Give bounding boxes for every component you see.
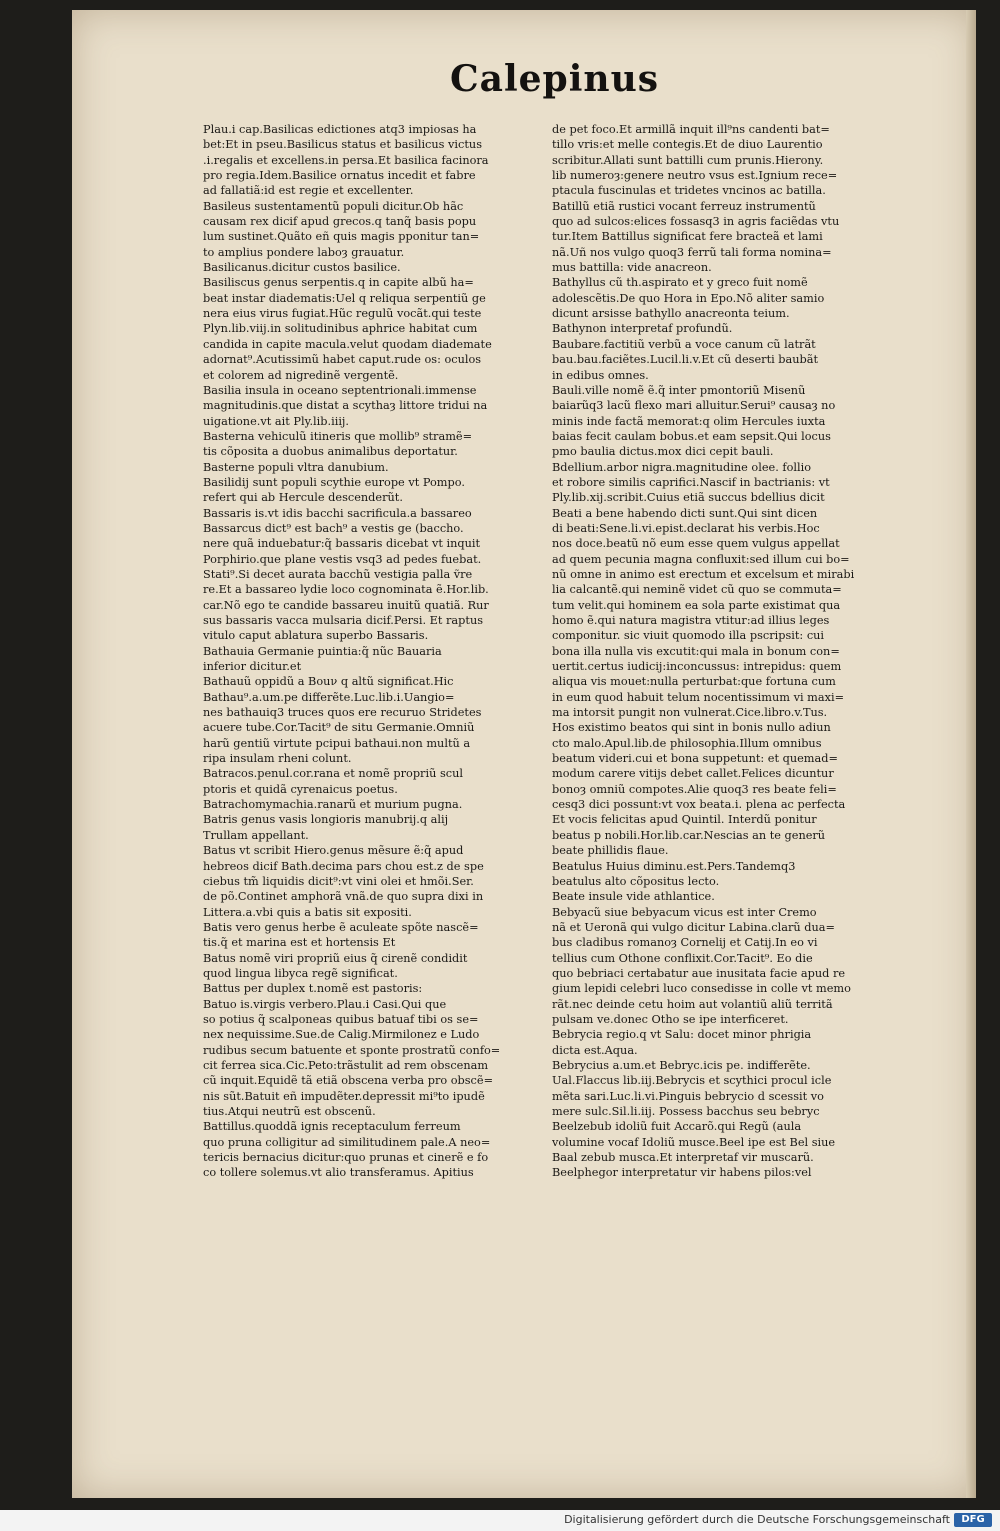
text-line: tum velit.qui hominem ea sola parte existimat qua bbox=[552, 598, 841, 612]
text-line: Bebyacũ siue bebyacum vicus est inter Cremo bbox=[552, 905, 817, 919]
text-line: quo bebriaci certabatur aue inusitata facie apud re bbox=[552, 966, 846, 980]
text-line: nere quã induebatur:q̃ bassaris dicebat vt inquit bbox=[203, 537, 481, 551]
text-line: modum carere vitijs debet callet.Felices dicuntur bbox=[552, 767, 834, 781]
text-line: pulsam ve.donec Otho se ipe interficeret. bbox=[552, 1012, 789, 1026]
text-line: quod lingua libyca regẽ significat. bbox=[203, 966, 398, 980]
text-line: tis cõposita a duobus animalibus deportatur. bbox=[203, 445, 458, 459]
text-line: tillo vris:et melle contegis.Et de diuo Laurentio bbox=[552, 138, 823, 152]
text-line: Beatulus Huius diminu.est.Pers.Tandemq3 bbox=[552, 859, 796, 873]
text-line: candida in capite macula.velut quodam diademate bbox=[203, 337, 492, 351]
text-line: pmo baulia dictus.mox dici cepit bauli. bbox=[552, 445, 774, 459]
text-line: refert qui ab Hercule descenderũt. bbox=[203, 491, 403, 505]
text-line: car.Nõ ego te candide bassareu inuitũ quatiã. Rur bbox=[203, 598, 489, 612]
text-line: bonoȝ omniũ compotes.Alie quoq3 res beate feli= bbox=[552, 782, 837, 796]
text-line: .i.regalis et excellens.in persa.Et basilica facinora bbox=[203, 153, 489, 167]
text-line: tis.q̃ et marina est et hortensis Et bbox=[203, 936, 396, 950]
text-line: beate phillidis flaue. bbox=[552, 844, 669, 858]
text-line: mus battilla: vide anacreon. bbox=[552, 261, 712, 275]
text-line: Bathauia Germanie puintia:q̃ nũc Bauaria bbox=[203, 644, 442, 658]
text-line: Beati a bene habendo dicti sunt.Qui sint dicen bbox=[552, 506, 818, 520]
text-line: Baubare.factitiũ verbũ a voce canum cũ latrãt bbox=[552, 337, 816, 351]
text-line: so potius q̃ scalponeas quibus batuaf tibi os se= bbox=[203, 1012, 479, 1026]
right-column bbox=[552, 122, 972, 1181]
text-line: rãt.nec deinde cetu hoim aut volantiũ aliũ territã bbox=[552, 997, 833, 1011]
text-line: mẽta sari.Luc.li.vi.Pinguis bebrycio d scessit vo bbox=[552, 1089, 824, 1103]
text-line: Basileus sustentamentũ populi dicitur.Ob hãc bbox=[203, 199, 464, 213]
text-line: beatus p nobili.Hor.lib.car.Nescias an te generũ bbox=[552, 828, 826, 842]
text-line: inferior dicitur.et bbox=[203, 660, 302, 674]
text-line: Beate insule vide athlantice. bbox=[552, 890, 715, 904]
text-line: tellius cum Othone conflixit.Cor.Tacit⁹. Eo die bbox=[552, 951, 813, 965]
text-line: Beelphegor interpretatur vir habens pilos:vel bbox=[552, 1166, 812, 1180]
text-line: nã et Ueronã qui vulgo dicitur Labina.clarũ dua= bbox=[552, 920, 835, 934]
text-line: nos doce.beatũ nõ eum esse quem vulgus appellat bbox=[552, 537, 840, 551]
text-line: homo ẽ.qui natura magistra vtitur:ad illius leges bbox=[552, 614, 830, 627]
text-line: baias fecit caulam bobus.et eam sepsit.Qui locus bbox=[552, 429, 831, 443]
text-line: Beelzebub idoliũ fuit Accarõ.qui Regũ (aula bbox=[552, 1120, 802, 1134]
text-line: pro regia.Idem.Basilice ornatus incedit et fabre bbox=[203, 169, 476, 183]
text-line: Batis vero genus herbe ẽ aculeate spõte nascẽ= bbox=[203, 920, 479, 934]
text-line: de pet foco.Et armillã inquit ill⁹ns candenti bat= bbox=[552, 123, 830, 136]
text-line: gium lepidi celebri luco consedisse in colle vt memo bbox=[552, 982, 851, 996]
text-line: minis inde factã memorat:q olim Hercules iuxta bbox=[552, 414, 826, 428]
text-line: to amplius pondere laboȝ grauatur. bbox=[203, 245, 405, 259]
text-line: cto malo.Apul.lib.de philosophia.Illum omnibus bbox=[552, 736, 822, 750]
text-line: Basilidij sunt populi scythie europe vt Pompo. bbox=[203, 475, 465, 489]
text-line: beatulus alto cõpositus lecto. bbox=[552, 874, 720, 888]
text-line: ptoris et quidã cyrenaicus poetus. bbox=[203, 782, 398, 796]
text-line: bona illa nulla vis excutit:qui mala in bonum con= bbox=[552, 644, 840, 658]
text-line: Batus vt scribit Hiero.genus mẽsure ẽ:q̃ apud bbox=[203, 844, 464, 858]
text-line: Trullam appellant. bbox=[203, 828, 309, 842]
text-line: di beati:Sene.li.vi.epist.declarat his verbis.Hoc bbox=[552, 521, 820, 535]
text-line: componitur. sic viuit quomodo illa pscripsit: cui bbox=[552, 629, 825, 643]
text-line: Batuo is.virgis verbero.Plau.i Casi.Qui que bbox=[203, 997, 447, 1011]
text-line: dicunt arsisse bathyllo anacreonta teium. bbox=[552, 307, 790, 321]
text-line: ptacula fuscinulas et tridetes vncinos ac batilla. bbox=[552, 184, 826, 198]
text-line: cit ferrea sica.Cic.Peto:trãstulit ad rem obscenam bbox=[203, 1058, 489, 1072]
text-line: lum sustinet.Quãto eñ quis magis pponitur tan= bbox=[203, 230, 480, 244]
text-line: Batus nomẽ viri propriũ eius q̃ cirenẽ condidit bbox=[203, 951, 468, 965]
text-line: bau.bau.faciẽtes.Lucil.li.v.Et cũ deserti baubãt bbox=[552, 353, 819, 367]
text-line: nex nequissime.Sue.de Calig.Mirmilonez e Ludo bbox=[203, 1028, 480, 1042]
text-line: Basilicanus.dicitur custos basilice. bbox=[203, 261, 401, 275]
text-line: ciebus tm̃ liquidis dicit⁹:vt vini olei et hmõi.Ser. bbox=[203, 874, 474, 888]
text-line: bet:Et in pseu.Basilicus status et basilicus victus bbox=[203, 138, 482, 152]
text-line: uertit.certus iudicij:inconcussus: intrepidus: quem bbox=[552, 660, 842, 674]
text-line: Bathauũ oppidũ a Bοuν q altũ significat.Hic bbox=[203, 675, 454, 689]
text-line: Plau.i cap.Basilicas edictiones atq3 impiosas ha bbox=[203, 123, 477, 136]
text-line: tius.Atqui neutrũ est obscenũ. bbox=[203, 1105, 376, 1118]
text-line: Batrachomymachia.ranarũ et murium pugna. bbox=[203, 798, 463, 812]
text-line: beatum videri.cui et bona suppetunt: et quemad= bbox=[552, 752, 838, 766]
text-line: adolescẽtis.De quo Hora in Epo.Nõ aliter samio bbox=[552, 291, 825, 305]
text-line: Battillus.quoddã ignis receptaculum ferreum bbox=[203, 1120, 461, 1134]
text-line: Batillũ etiã rustici vocant ferreuz instrumentũ bbox=[552, 199, 816, 213]
text-line: nũ omne in animo est erectum et excelsum et mirabi bbox=[552, 567, 855, 581]
text-line: de põ.Continet amphorã vnã.de quo supra dixi in bbox=[203, 890, 484, 904]
text-line: Basterna vehiculũ itineris que mollib⁹ stramẽ= bbox=[203, 429, 473, 443]
text-line: vitulo caput ablatura superbo Bassaris. bbox=[203, 629, 429, 643]
text-line: baiarũq3 lacũ flexo mari alluitur.Serui⁹ causaȝ no bbox=[552, 399, 836, 413]
text-line: Littera.a.vbi quis a batis sit expositi. bbox=[203, 905, 412, 919]
text-line: causam rex dicif apud grecos.q tanq̃ basis popu bbox=[203, 215, 477, 229]
text-line: nera eius virus fugiat.Hũc regulũ vocãt.qui teste bbox=[203, 307, 482, 321]
text-line: cesq3 dici possunt:vt vox beata.i. plena ac perfecta bbox=[552, 798, 846, 812]
text-line: Bdellium.arbor nigra.magnitudine olee. follio bbox=[552, 460, 812, 474]
text-line: in eum quod habuit telum nocentissimum vi maxi= bbox=[552, 690, 845, 704]
text-line: cũ inquit.Equidẽ tã etiã obscena verba pro obscẽ= bbox=[203, 1074, 494, 1088]
text-line: Bassaris is.vt idis bacchi sacrificula.a bassareo bbox=[203, 506, 472, 520]
text-line: Basterne populi vltra danubium. bbox=[203, 460, 389, 474]
footer-credit: Digitalisierung gefördert durch die Deutsche Forschungsgemeinschaft bbox=[564, 1513, 950, 1526]
text-line: quo pruna colligitur ad similitudinem pale.A neo= bbox=[203, 1135, 491, 1149]
text-line: Stati⁹.Si decet aurata bacchũ vestigia palla ṽre bbox=[203, 567, 473, 581]
text-line: re.Et a bassareo lydie loco cognominata ẽ.Hor.lib. bbox=[203, 583, 489, 597]
text-line: scribitur.Allati sunt battilli cum prunis.Hierony. bbox=[552, 153, 824, 167]
text-line: Porphirio.que plane vestis vsq3 ad pedes fuebat. bbox=[203, 552, 482, 566]
text-line: Basiliscus genus serpentis.q in capite albũ ha= bbox=[203, 276, 474, 290]
text-line: mere sulc.Sil.li.iij. Possess bacchus seu bebryc bbox=[552, 1105, 820, 1118]
text-line: Bassarcus dict⁹ est bach⁹ a vestis ge (baccho. bbox=[203, 521, 464, 535]
text-line: bus cladibus romanoȝ Cornelij et Catij.In eo vi bbox=[552, 936, 818, 950]
text-line: Batris genus vasis longioris manubrij.q alij bbox=[203, 813, 449, 827]
text-line: Basilia insula in oceano septentrionali.immense bbox=[203, 383, 477, 397]
text-line: tericis bernacius dicitur:quo prunas et cinerẽ e fo bbox=[203, 1151, 489, 1165]
text-line: acuere tube.Cor.Tacit⁹ de situ Germanie.Omniũ bbox=[203, 721, 475, 735]
text-line: hebreos dicif Bath.decima pars chou est.z de spe bbox=[203, 859, 484, 873]
text-line: beat instar diadematis:Uel q reliqua serpentiũ ge bbox=[203, 291, 486, 305]
text-line: Hos existimo beatos qui sint in bonis nullo adiun bbox=[552, 721, 831, 735]
text-line: lia calcantẽ.qui neminẽ videt cũ quo se commuta= bbox=[552, 583, 842, 597]
text-line: rudibus secum batuente et sponte prostratũ confo= bbox=[203, 1043, 501, 1057]
text-line: Batracos.penul.cor.rana et nomẽ propriũ scul bbox=[203, 767, 463, 781]
text-line: Baal zebub musca.Et interpretaf vir muscarũ. bbox=[552, 1151, 814, 1165]
text-line: ma intorsit pungit non vulnerat.Cice.libro.v.Tus. bbox=[552, 706, 828, 720]
footer-bar bbox=[0, 1510, 1000, 1531]
text-line: aliqua vis mouet:nulla perturbat:que fortuna cum bbox=[552, 675, 836, 689]
text-line: Bathau⁹.a.um.pe differẽte.Luc.lib.i.Uangio= bbox=[203, 690, 455, 704]
running-head: Calepinus bbox=[450, 58, 660, 100]
text-line: Battus per duplex t.nomẽ est pastoris: bbox=[203, 982, 423, 996]
text-line: Plyn.lib.viij.in solitudinibus aphrice habitat cum bbox=[203, 322, 478, 336]
text-line: ripa insulam rheni colunt. bbox=[203, 752, 352, 766]
text-line: et robore similis caprifici.Nascif in bactrianis: vt bbox=[552, 475, 830, 489]
text-line: tur.Item Battillus significat fere bracteã et lami bbox=[552, 230, 823, 244]
text-line: co tollere solemus.vt alio transferamus. Apitius bbox=[203, 1166, 474, 1180]
text-line: uigatione.vt ait Ply.lib.iiij. bbox=[203, 414, 350, 428]
text-line: harũ gentiũ virtute pcipui bathaui.non multũ a bbox=[203, 736, 471, 750]
text-line: Bauli.ville nomẽ ẽ.q̃ inter pmontoriũ Misenũ bbox=[552, 383, 806, 397]
text-line: Bebrycia regio.q vt Salu: docet minor phrigia bbox=[552, 1028, 812, 1042]
left-column bbox=[203, 122, 593, 1181]
text-line: Bathyllus cũ th.aspirato et y greco fuit nomẽ bbox=[552, 276, 808, 290]
text-line: ad fallatiã:id est regie et excellenter. bbox=[203, 184, 414, 198]
text-line: nã.Uñ nos vulgo quoq3 ferrũ tali forma nomina= bbox=[552, 245, 832, 259]
text-line: ad quem pecunia magna confluxit:sed illum cui bo= bbox=[552, 552, 850, 566]
text-line: sus bassaris vacca mulsaria dicif.Persi. Et raptus bbox=[203, 614, 484, 627]
text-line: magnitudinis.que distat a scythaȝ littore tridui na bbox=[203, 399, 488, 413]
text-line: lib numeroȝ:genere neutro vsus est.Ignium rece= bbox=[552, 169, 838, 183]
dfg-logo: DFG bbox=[954, 1513, 992, 1527]
text-line: Ply.lib.xij.scribit.Cuius etiã succus bdellius dicit bbox=[552, 491, 825, 505]
text-line: in edibus omnes. bbox=[552, 368, 649, 382]
text-line: Bebrycius a.um.et Bebryc.icis pe. indifferẽte. bbox=[552, 1058, 811, 1072]
text-line: nis sũt.Batuit eñ impudẽter.depressit mi⁹to ipudẽ bbox=[203, 1089, 485, 1103]
text-line: adornat⁹.Acutissimũ habet caput.rude os: oculos bbox=[203, 353, 482, 367]
text-line: dicta est.Aqua. bbox=[552, 1043, 638, 1057]
text-line: quo ad sulcos:elices fossasq3 in agris faciẽdas vtu bbox=[552, 215, 840, 229]
text-line: Bathynon interpretaf profundũ. bbox=[552, 322, 733, 336]
text-line: Et vocis felicitas apud Quintil. Interdũ ponitur bbox=[552, 813, 817, 827]
text-line: nes bathauiq3 truces quos ere recuruo Stridetes bbox=[203, 706, 482, 720]
text-line: volumine vocaf Idoliũ musce.Beel ipe est Bel siue bbox=[552, 1135, 836, 1149]
text-line: et colorem ad nigredinẽ vergentẽ. bbox=[203, 368, 399, 382]
text-line: Ual.Flaccus lib.iij.Bebrycis et scythici procul icle bbox=[552, 1074, 832, 1088]
